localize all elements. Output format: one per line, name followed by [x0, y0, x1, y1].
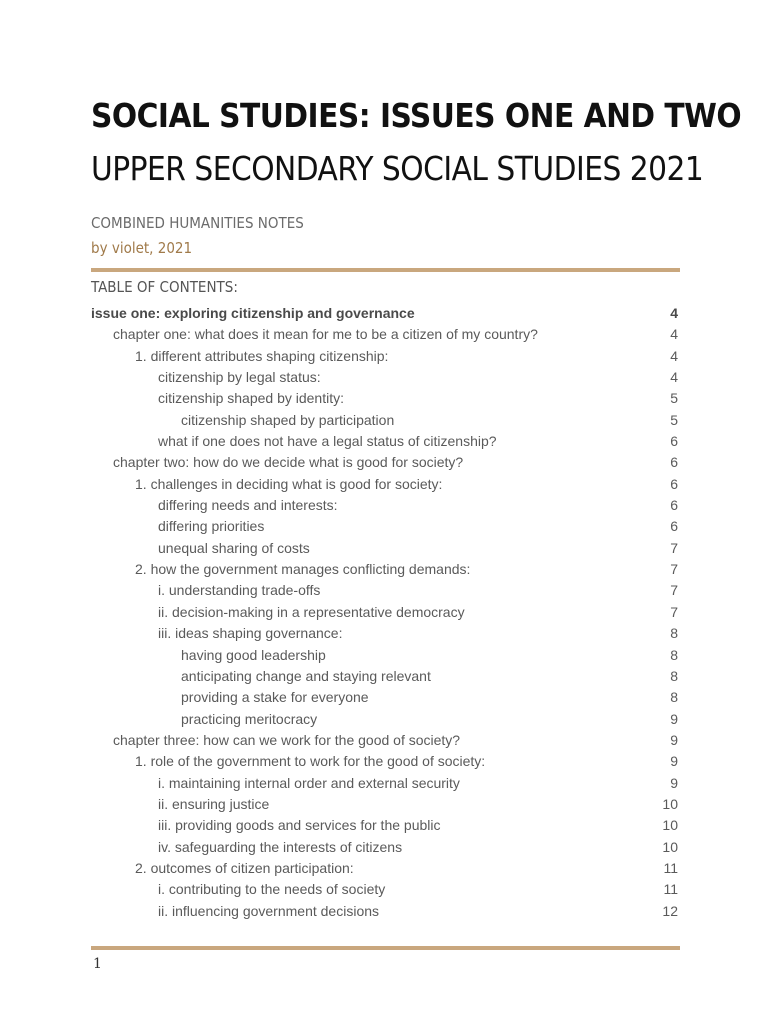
- toc-entry[interactable]: [91, 879, 680, 900]
- toc-entry-title: citizenship by legal status:: [158, 369, 321, 386]
- toc-entry[interactable]: [91, 346, 680, 367]
- toc-entry[interactable]: [91, 559, 680, 580]
- toc-entry-title: citizenship shaped by identity:: [158, 390, 344, 407]
- toc-entry-page: 11: [663, 859, 678, 876]
- toc-entry-title: iv. safeguarding the interests of citizens: [158, 838, 403, 855]
- toc-entry-page: 6: [670, 433, 678, 450]
- toc-entry-page: 7: [670, 603, 678, 620]
- toc-entry-page: 9: [670, 710, 678, 727]
- toc-entry-title: i. contributing to the needs of society: [158, 881, 386, 898]
- bottom-divider: [91, 946, 680, 950]
- toc-entry[interactable]: [91, 431, 680, 452]
- toc-entry[interactable]: [91, 367, 680, 388]
- toc-entry[interactable]: [91, 388, 680, 409]
- toc-entry-page: 7: [670, 582, 678, 599]
- toc-entry[interactable]: [91, 773, 680, 794]
- toc-heading: TABLE OF CONTENTS:: [91, 278, 238, 296]
- toc-entry-page: 4: [670, 369, 678, 386]
- toc-entry-title: providing a stake for everyone: [181, 689, 369, 706]
- toc-entry-page: 7: [670, 539, 678, 556]
- toc-entry-title: 2. how the government manages conflicting demands:: [135, 561, 471, 578]
- toc-entry-page: 7: [670, 561, 678, 578]
- toc-entry-title: having good leadership: [181, 646, 326, 663]
- document-title: SOCIAL STUDIES: ISSUES ONE AND TWO: [91, 96, 742, 135]
- toc-entry-page: 8: [670, 667, 678, 684]
- toc-entry[interactable]: [91, 303, 680, 324]
- toc-entry[interactable]: [91, 580, 680, 601]
- toc-entry[interactable]: [91, 858, 680, 879]
- document-label: COMBINED HUMANITIES NOTES: [91, 214, 304, 232]
- toc-entry[interactable]: [91, 538, 680, 559]
- toc-entry[interactable]: [91, 452, 680, 473]
- toc-entry[interactable]: [91, 324, 680, 345]
- toc-entry[interactable]: [91, 815, 680, 836]
- toc-entry-title: 1. role of the government to work for the good of society:: [135, 753, 486, 770]
- toc-entry-title: ii. decision-making in a representative democracy: [158, 603, 465, 620]
- toc-entry-page: 11: [663, 881, 678, 898]
- toc-entry[interactable]: [91, 645, 680, 666]
- toc-entry-page: 10: [662, 838, 678, 855]
- toc-entry[interactable]: [91, 666, 680, 687]
- toc-entry-title: iii. ideas shaping governance:: [158, 625, 343, 642]
- toc-entry-title: what if one does not have a legal status of citizenship?: [158, 433, 497, 450]
- toc-entry[interactable]: [91, 516, 680, 537]
- toc-entry-page: 12: [662, 902, 678, 919]
- table-of-contents: [91, 303, 680, 922]
- toc-entry-page: 8: [670, 646, 678, 663]
- toc-entry-title: 1. challenges in deciding what is good for society:: [135, 475, 443, 492]
- toc-entry[interactable]: [91, 730, 680, 751]
- toc-entry-title: issue one: exploring citizenship and governance: [91, 305, 415, 321]
- toc-entry-title: ii. influencing government decisions: [158, 902, 380, 919]
- page-number: 1: [93, 956, 102, 972]
- toc-entry-page: 5: [670, 411, 678, 428]
- toc-entry[interactable]: [91, 709, 680, 730]
- toc-entry-title: 2. outcomes of citizen participation:: [135, 859, 354, 876]
- toc-entry-page: 6: [670, 475, 678, 492]
- toc-entry-page: 9: [670, 731, 678, 748]
- toc-entry-title: chapter three: how can we work for the good of society?: [113, 731, 461, 748]
- toc-entry-title: differing priorities: [158, 518, 265, 535]
- toc-entry-title: i. maintaining internal order and external security: [158, 774, 460, 791]
- toc-entry[interactable]: [91, 602, 680, 623]
- toc-entry-page: 4: [670, 347, 678, 364]
- toc-entry[interactable]: [91, 837, 680, 858]
- toc-entry[interactable]: [91, 751, 680, 772]
- toc-entry-title: unequal sharing of costs: [158, 539, 310, 556]
- toc-entry[interactable]: [91, 687, 680, 708]
- toc-entry-page: 9: [670, 753, 678, 770]
- top-divider: [91, 268, 680, 272]
- document-author: by violet, 2021: [91, 239, 193, 257]
- toc-entry-title: chapter one: what does it mean for me to be a citizen of my country?: [113, 326, 538, 343]
- toc-entry-page: 6: [670, 518, 678, 535]
- toc-entry[interactable]: [91, 474, 680, 495]
- toc-entry-title: iii. providing goods and services for the public: [158, 817, 441, 834]
- toc-entry-page: 8: [670, 625, 678, 642]
- toc-entry-title: ii. ensuring justice: [158, 795, 270, 812]
- toc-entry-title: 1. different attributes shaping citizenship:: [135, 347, 389, 364]
- toc-entry-page: 10: [662, 817, 678, 834]
- document-subtitle: UPPER SECONDARY SOCIAL STUDIES 2021: [91, 149, 704, 188]
- toc-entry-page: 10: [662, 795, 678, 812]
- toc-entry-title: citizenship shaped by participation: [181, 411, 395, 428]
- toc-entry[interactable]: [91, 901, 680, 922]
- toc-entry-page: 4: [670, 326, 678, 343]
- toc-entry-page: 6: [670, 454, 678, 471]
- toc-entry-page: 8: [670, 689, 678, 706]
- toc-entry-title: differing needs and interests:: [158, 497, 338, 514]
- toc-entry-page: 4: [670, 305, 678, 321]
- toc-entry-page: 6: [670, 497, 678, 514]
- toc-entry[interactable]: [91, 794, 680, 815]
- toc-entry[interactable]: [91, 410, 680, 431]
- toc-entry[interactable]: [91, 623, 680, 644]
- toc-entry-title: chapter two: how do we decide what is good for society?: [113, 454, 464, 471]
- toc-entry-title: practicing meritocracy: [181, 710, 318, 727]
- toc-entry-page: 5: [670, 390, 678, 407]
- toc-entry-title: anticipating change and staying relevant: [181, 667, 431, 684]
- toc-entry-title: i. understanding trade-offs: [158, 582, 321, 599]
- toc-entry-page: 9: [670, 774, 678, 791]
- toc-entry[interactable]: [91, 495, 680, 516]
